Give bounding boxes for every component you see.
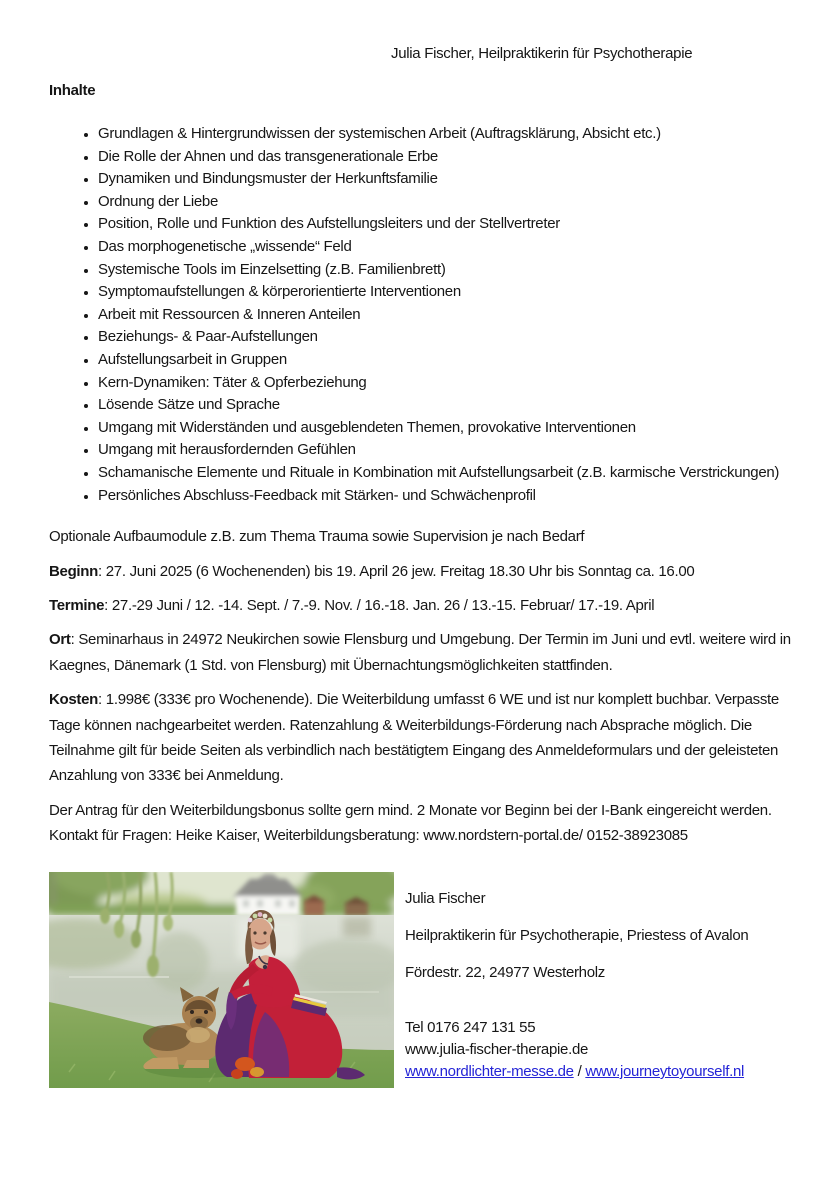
link-nordlichter-messe[interactable]: www.nordlichter-messe.de: [405, 1063, 574, 1080]
ort-text: : Seminarhaus in 24972 Neukirchen sowie Flensburg und Umgebung. Der Termin im Juni und evtl. weitere wird in Kaegnes, Dänemark (1 Std. von Flensburg) mit Übernachtungsmöglichkeiten stattfinden.: [49, 631, 791, 674]
contents-list-item: • Grundlagen & Hintergrundwissen der systemischen Arbeit (Auftragsklärung, Absicht etc.): [98, 123, 793, 146]
kosten-label: Kosten: [49, 691, 99, 709]
termine-label: Termine: [49, 596, 105, 614]
photo-illustration: [49, 872, 394, 1088]
paragraph-beginn: [49, 559, 793, 584]
document-body: [49, 81, 793, 849]
contact-block: [405, 888, 748, 1082]
kosten-text: : 1.998€ (333€ pro Wochenende). Die Weiterbildung umfasst 6 WE und ist nur komplett buchbar. Verpasste Tage können nachgearbeitet werden. Ratenzahlung & Weiterbildungs-Förderung nach Absprache möglich. Die Teilnahme gilt für beide Seiten als verbindlich nach bestätigtem Eingang des Anmeldeformulars und der geleisteten Anzahlung von 333€ bei Anmeldung.: [49, 691, 779, 785]
contents-list-item: • Lösende Sätze und Sprache: [98, 394, 793, 417]
contents-list-item: • Beziehungs- & Paar-Aufstellungen: [98, 326, 793, 349]
contents-list-item: • Kern-Dynamiken: Täter & Opferbeziehung: [98, 372, 793, 395]
contact-links-row: [405, 1061, 748, 1082]
contact-title: Heilpraktikerin für Psychotherapie, Priestess of Avalon: [405, 927, 749, 944]
paragraph-ort: [49, 627, 793, 678]
contents-list-item: • Aufstellungsarbeit in Gruppen: [98, 349, 793, 372]
contents-list-item: • Die Rolle der Ahnen und das transgenerationale Erbe: [98, 146, 793, 169]
ort-label: Ort: [49, 631, 71, 649]
link-separator: /: [577, 1063, 586, 1080]
termine-text: : 27.-29 Juni / 12. -14. Sept. / 7.-9. Nov. / 16.-18. Jan. 26 / 13.-15. Februar/ 17.-19. April: [104, 596, 655, 614]
paragraph-termine: [49, 593, 793, 618]
contact-website: www.julia-fischer-therapie.de: [405, 1041, 589, 1058]
contents-list-item: • Umgang mit Widerständen und ausgeblendeten Themen, provokative Interventionen: [98, 417, 793, 440]
contents-list-item: • Position, Rolle und Funktion des Aufstellungsleiters und der Stellvertreter: [98, 213, 793, 236]
contents-list-item: • Arbeit mit Ressourcen & Inneren Anteilen: [98, 304, 793, 327]
contents-list-item: • Persönliches Abschluss-Feedback mit Stärken- und Schwächenprofil: [98, 485, 793, 508]
contents-list-item: • Dynamiken und Bindungsmuster der Herkunftsfamilie: [98, 168, 793, 191]
contact-address: Fördestr. 22, 24977 Westerholz: [405, 964, 606, 981]
contents-list-item: • Umgang mit herausfordernden Gefühlen: [98, 439, 793, 462]
link-journeytoyourself[interactable]: www.journeytoyourself.nl: [585, 1063, 745, 1080]
contents-list-item: • Ordnung der Liebe: [98, 191, 793, 214]
contact-name: Julia Fischer: [405, 890, 486, 907]
contents-list: [49, 123, 793, 507]
contact-phone: Tel 0176 247 131 55: [405, 1019, 536, 1036]
lakeside-portrait-photo: [49, 872, 394, 1088]
contents-list-item: • Das morphogenetische „wissende“ Feld: [98, 236, 793, 259]
paragraph-optional-modules: Optionale Aufbaumodule z.B. zum Thema Trauma sowie Supervision je nach Bedarf: [49, 528, 585, 546]
beginn-text: : 27. Juni 2025 (6 Wochenenden) bis 19. April 26 jew. Freitag 18.30 Uhr bis Sonntag ca. 16.00: [98, 562, 695, 580]
contents-list-item: • Schamanische Elemente und Rituale in Kombination mit Aufstellungsarbeit (z.B. karmische Verstrickungen): [98, 462, 793, 485]
paragraph-weiterbildungsbonus: Der Antrag für den Weiterbildungsbonus sollte gern mind. 2 Monate vor Beginn bei der I-Bank eingereicht werden. Kontakt für Fragen: Heike Kaiser, Weiterbildungsberatung: www.nordstern-portal.de/ 0152-38923085: [49, 801, 772, 845]
document-header: Julia Fischer, Heilpraktikerin für Psychotherapie: [391, 45, 693, 62]
contents-list-item: • Systemische Tools im Einzelsetting (z.B. Familienbrett): [98, 259, 793, 282]
beginn-label: Beginn: [49, 562, 99, 580]
section-title-inhalte: Inhalte: [49, 82, 96, 99]
paragraph-kosten: [49, 687, 793, 789]
contents-list-item: • Symptomaufstellungen & körperorientierte Interventionen: [98, 281, 793, 304]
photo-far-bank-trees: [49, 872, 394, 916]
